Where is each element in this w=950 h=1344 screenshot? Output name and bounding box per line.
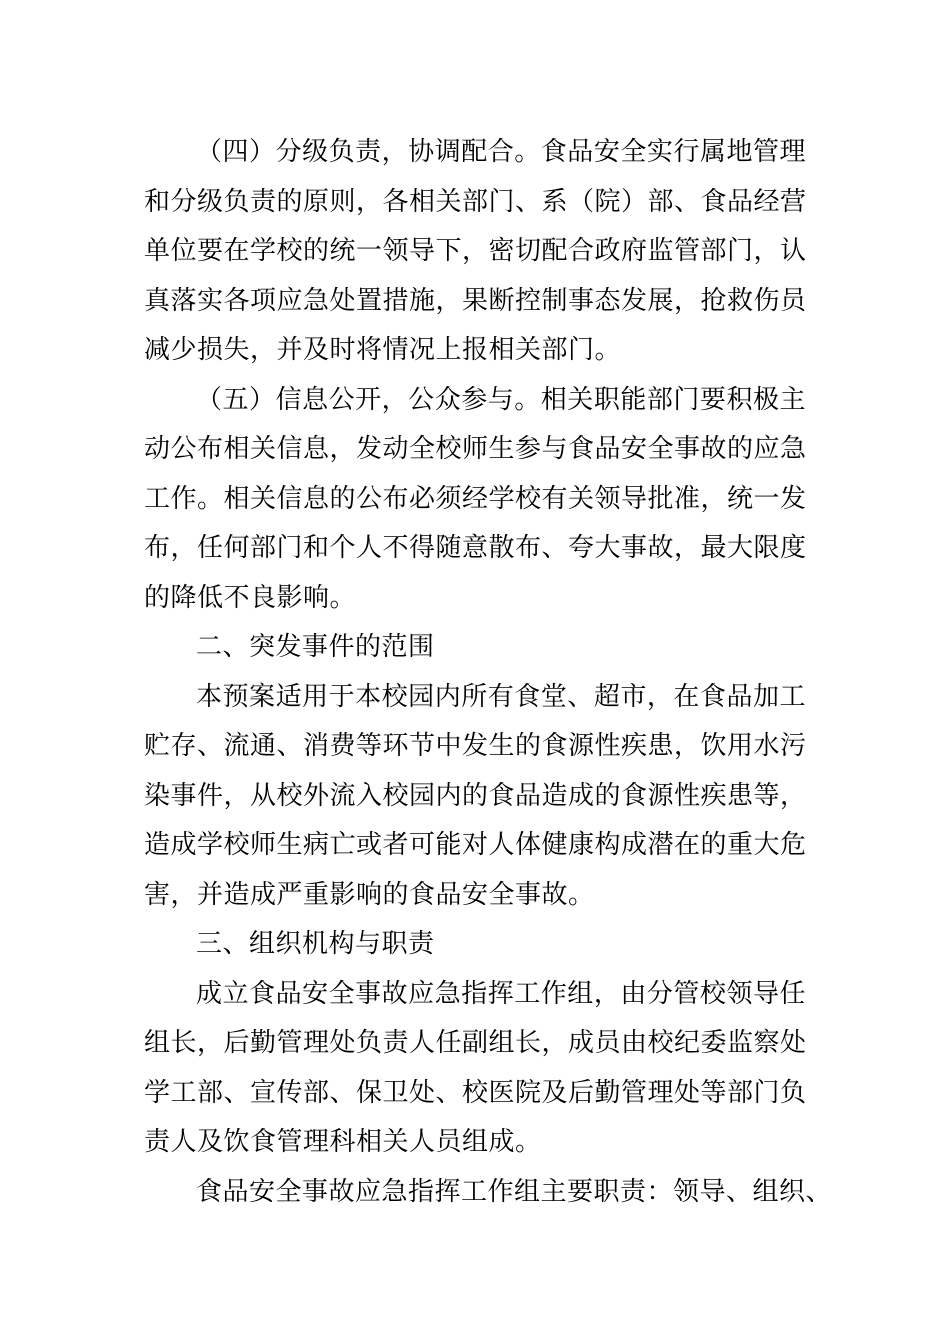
paragraph-line: 动公布相关信息，发动全校师生参与食品安全事故的应急 <box>144 434 807 464</box>
paragraph-line: （五）信息公开，公众参与。相关职能部门要积极主 <box>196 384 806 415</box>
paragraph-line: 真落实各项应急处置措施，果断控制事态发展，抢救伤员 <box>144 285 807 316</box>
paragraph-line: 责人及饮食管理科相关人员组成。 <box>144 1127 542 1157</box>
paragraph-line: 造成学校师生病亡或者可能对人体健康构成潜在的重大危 <box>144 830 807 860</box>
paragraph-line: 食品安全事故应急指挥工作组主要职责：领导、组织、 <box>196 1176 833 1207</box>
paragraph-line: 成立食品安全事故应急指挥工作组，由分管校领导任 <box>196 978 806 1009</box>
paragraph-line: 的降低不良影响。 <box>144 582 357 613</box>
paragraph-line: 贮存、流通、消费等环节中发生的食源性疾患，饮用水污 <box>144 731 807 761</box>
paragraph-line: （四）分级负责，协调配合。食品安全实行属地管理 <box>196 137 806 167</box>
paragraph-line: 单位要在学校的统一领导下，密切配合政府监管部门，认 <box>144 236 807 266</box>
paragraph-line: 工作。相关信息的公布必须经学校有关领导批准，统一发 <box>144 483 807 514</box>
paragraph-line: 染事件，从校外流入校园内的食品造成的食源性疾患等， <box>144 780 807 811</box>
document-body <box>144 128 833 1217</box>
paragraph-line: 布，任何部门和个人不得随意散布、夸大事故，最大限度 <box>144 533 807 563</box>
paragraph-line: 组长，后勤管理处负责人任副组长，成员由校纪委监察处 <box>144 1028 807 1058</box>
paragraph-line: 和分级负责的原则，各相关部门、系（院）部、食品经营 <box>144 186 807 217</box>
section-heading: 三、组织机构与职责 <box>196 929 435 959</box>
paragraph-line: 学工部、宣传部、保卫处、校医院及后勤管理处等部门负 <box>144 1077 807 1108</box>
section-heading: 二、突发事件的范围 <box>196 632 435 662</box>
paragraph-line: 害，并造成严重影响的食品安全事故。 <box>144 879 595 910</box>
paragraph-line: 减少损失，并及时将情况上报相关部门。 <box>144 335 622 365</box>
paragraph-line: 本预案适用于本校园内所有食堂、超市，在食品加工 <box>196 681 806 712</box>
